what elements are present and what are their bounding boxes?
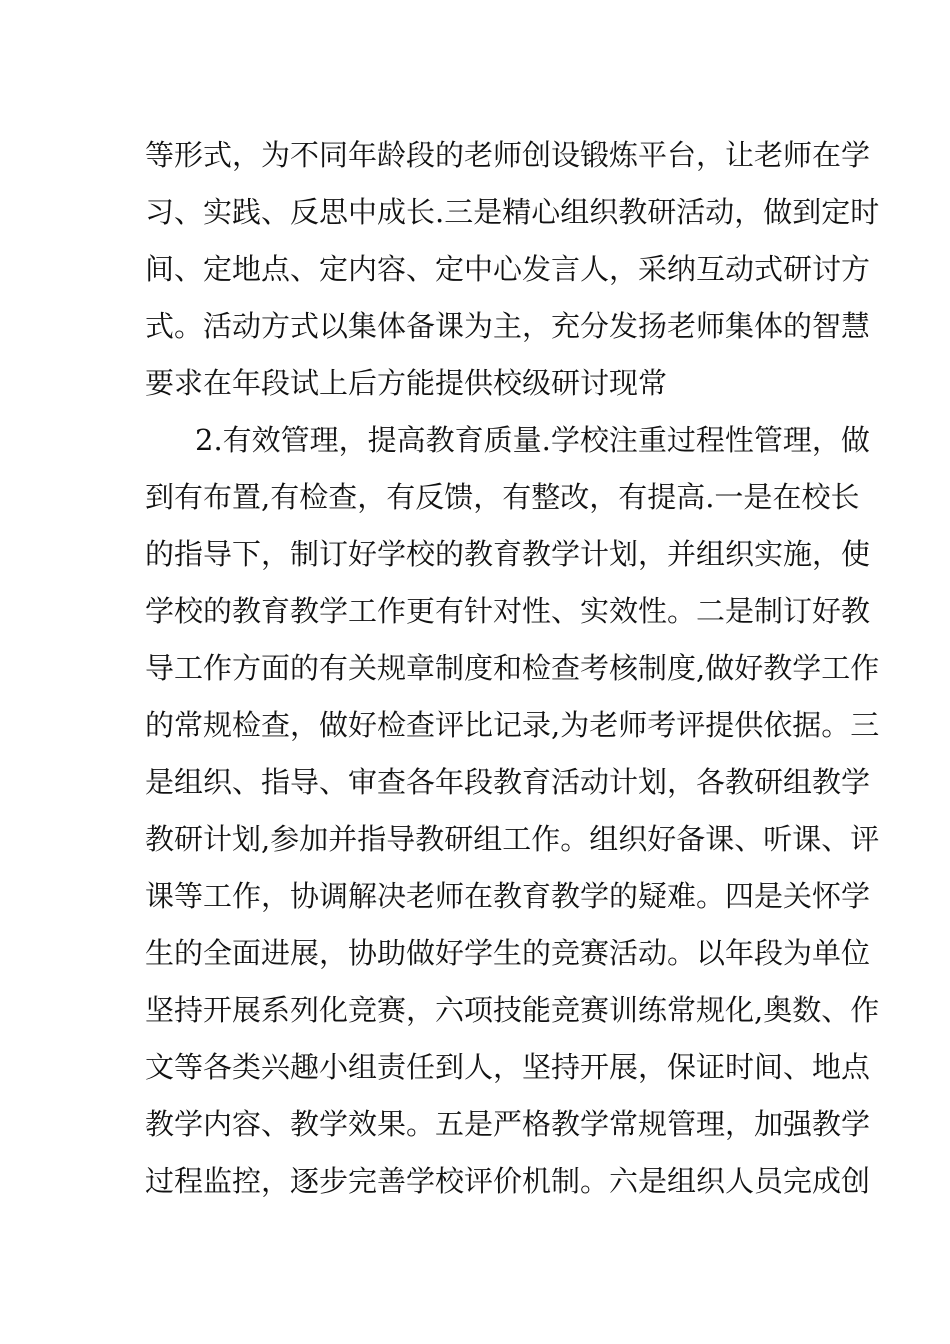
text-line: 课等工作，协调解决老师在教育教学的疑难。四是关怀学 [145, 879, 871, 913]
text-line: 等形式，为不同年龄段的老师创设锻炼平台，让老师在学 [145, 138, 871, 172]
text-line: 的常规检查，做好检查评比记录,为老师考评提供依据。三 [145, 708, 880, 742]
text-line: 文等各类兴趣小组责任到人，坚持开展，保证时间、地点 [145, 1050, 871, 1084]
text-line: 学校的教育教学工作更有针对性、实效性。二是制订好教 [145, 594, 871, 628]
text-line: 教学内容、教学效果。五是严格教学常规管理，加强教学 [145, 1107, 871, 1141]
text-line: 生的全面进展，协助做好学生的竞赛活动。以年段为单位 [145, 936, 871, 970]
text-line: 是组织、指导、审查各年段教育活动计划，各教研组教学 [145, 765, 871, 799]
text-line: 间、定地点、定内容、定中心发言人，采纳互动式研讨方 [145, 252, 871, 286]
text-line: 到有布置,有检查，有反馈，有整改，有提高.一是在校长 [145, 480, 860, 514]
text-line: 教研计划,参加并指导教研组工作。组织好备课、听课、评 [145, 822, 880, 856]
text-line: 坚持开展系列化竞赛，六项技能竞赛训练常规化,奥数、作 [145, 993, 880, 1027]
paragraph-start-line: 2.有效管理，提高教育质量.学校注重过程性管理，做 [195, 423, 870, 457]
text-line: 过程监控，逐步完善学校评价机制。六是组织人员完成创 [145, 1164, 871, 1198]
text-line: 要求在年段试上后方能提供校级研讨现常 [145, 366, 668, 400]
text-line: 的指导下，制订好学校的教育教学计划，并组织实施，使 [145, 537, 871, 571]
text-line: 式。活动方式以集体备课为主，充分发扬老师集体的智慧 [145, 309, 871, 343]
text-line: 习、实践、反思中成长.三是精心组织教研活动，做到定时 [145, 195, 880, 229]
text-line: 导工作方面的有关规章制度和检查考核制度,做好教学工作 [145, 651, 880, 685]
